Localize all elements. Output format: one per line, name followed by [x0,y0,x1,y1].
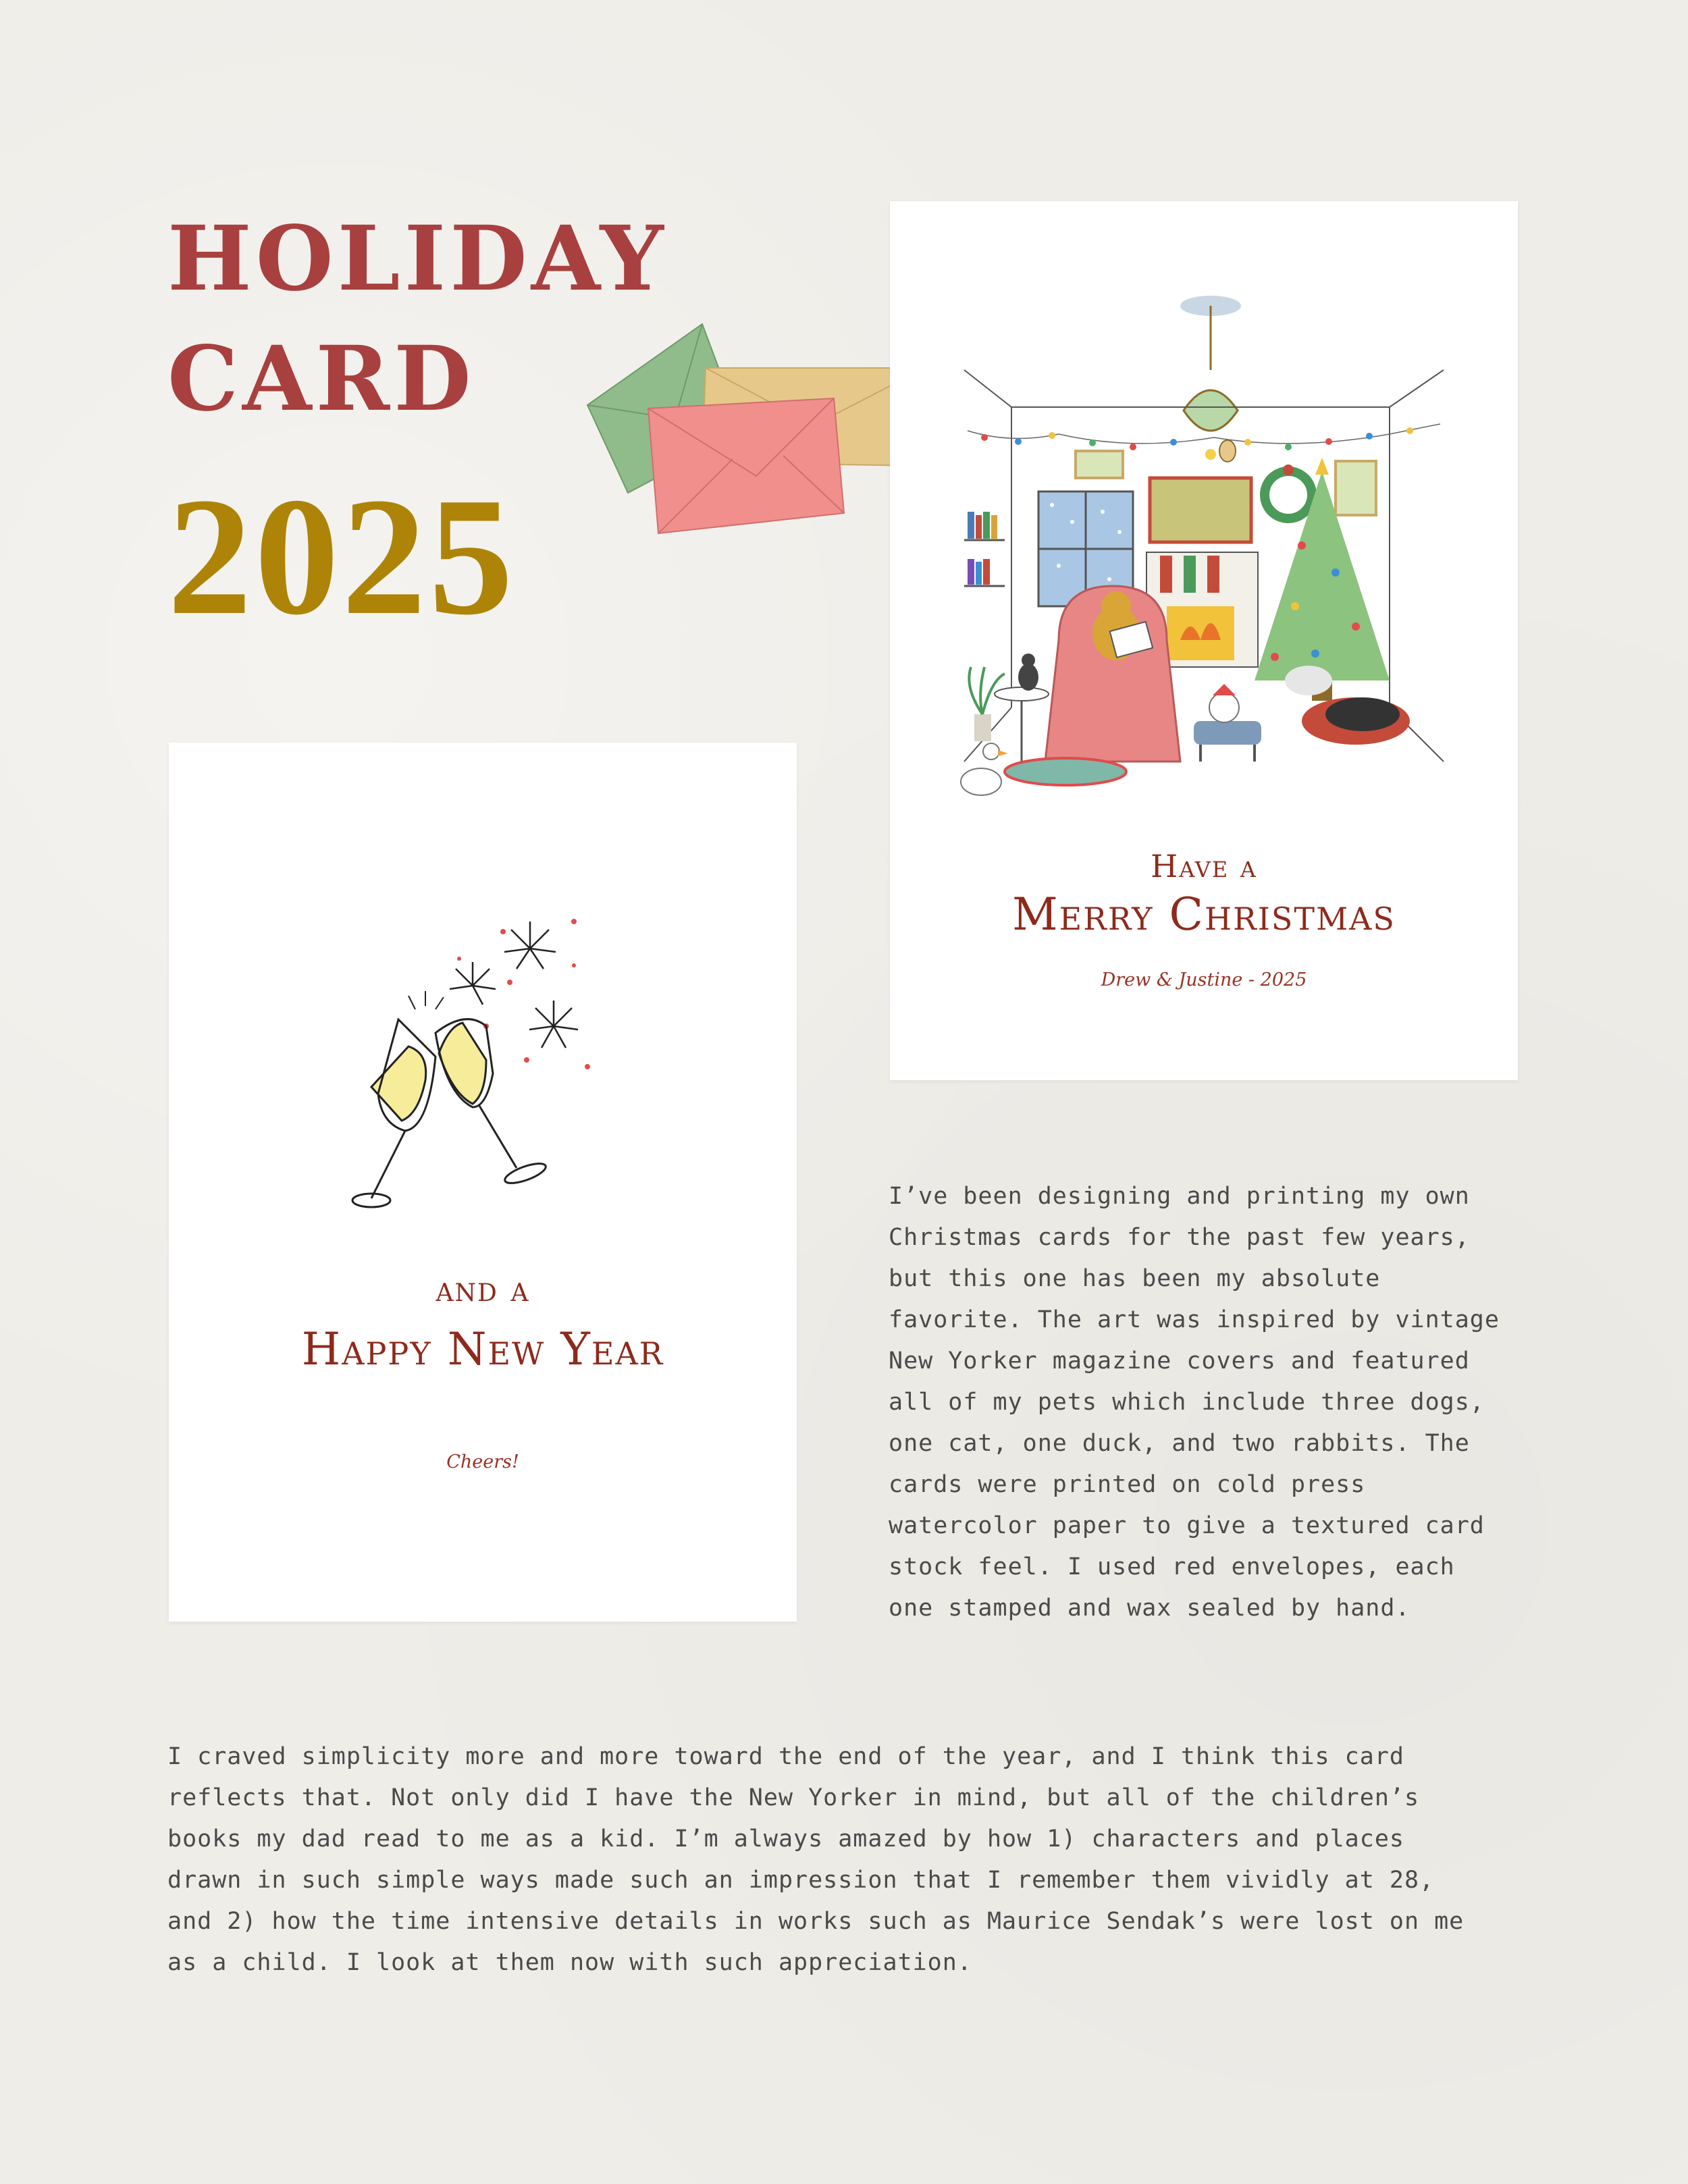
christmas-card [890,201,1518,1080]
fireworks [450,922,578,1048]
title-card: CARD [167,327,475,431]
paragraph-simplicity: I craved simplicity more and more toward the end of the year, and I think this card reflects that. Not only did I have the New Yorker in mind, but all of the children’s books my dad read to me as a kid. I’m always amazed by how 1) characters and places drawn in such simple ways made such an impression that I remember them vividly at 28, and 2) how the time intensive details in works such as Maurice Sendak’s were lost on me as a child. I look at them now with such appreciation. [167,1743,1465,1976]
new-year-greeting-small: and a [436,1269,530,1310]
christmas-greeting-main: Merry Christmas [1012,888,1396,940]
duck [961,743,1008,795]
champagne-glass-right [436,1019,548,1188]
christmas-greeting-small: Have a [1151,848,1257,884]
wreath [1265,471,1312,518]
armchair [1045,586,1180,762]
champagne-glass-left [352,1019,436,1207]
plant [969,667,1005,741]
paragraph-designing: I’ve been designing and printing my own Christmas cards for the past few years, but this one has been my absolute favorite. The art was inspired by vintage New Yorker magazine covers and featured all of my pets which include three dogs, one cat, one duck, and two rabbits. The cards were printed on cold press watercolor paper to give a textured card stock feel. I used red envelopes, each one stamped and wax sealed by hand. [889,1183,1500,1622]
small-frame [1219,440,1236,462]
pink-envelope [648,398,844,533]
title-year: 2025 [167,463,516,650]
champagne-illustration [351,891,635,1208]
bookshelf [964,512,1005,586]
new-year-greeting-main: Happy New Year [301,1323,664,1375]
christmas-signature: Drew & Justine - 2025 [1101,969,1307,990]
clink-lines [408,991,444,1009]
envelopes-illustration [581,317,932,547]
new-year-card [169,743,797,1622]
ottoman [1194,684,1261,762]
living-room-illustration [957,289,1450,816]
side-table [995,654,1049,762]
new-year-signature: Cheers! [446,1451,519,1472]
title-holiday: HOLIDAY [167,207,668,311]
frame-right [1336,461,1376,515]
frame-left [1076,451,1123,478]
rug [1005,758,1126,785]
